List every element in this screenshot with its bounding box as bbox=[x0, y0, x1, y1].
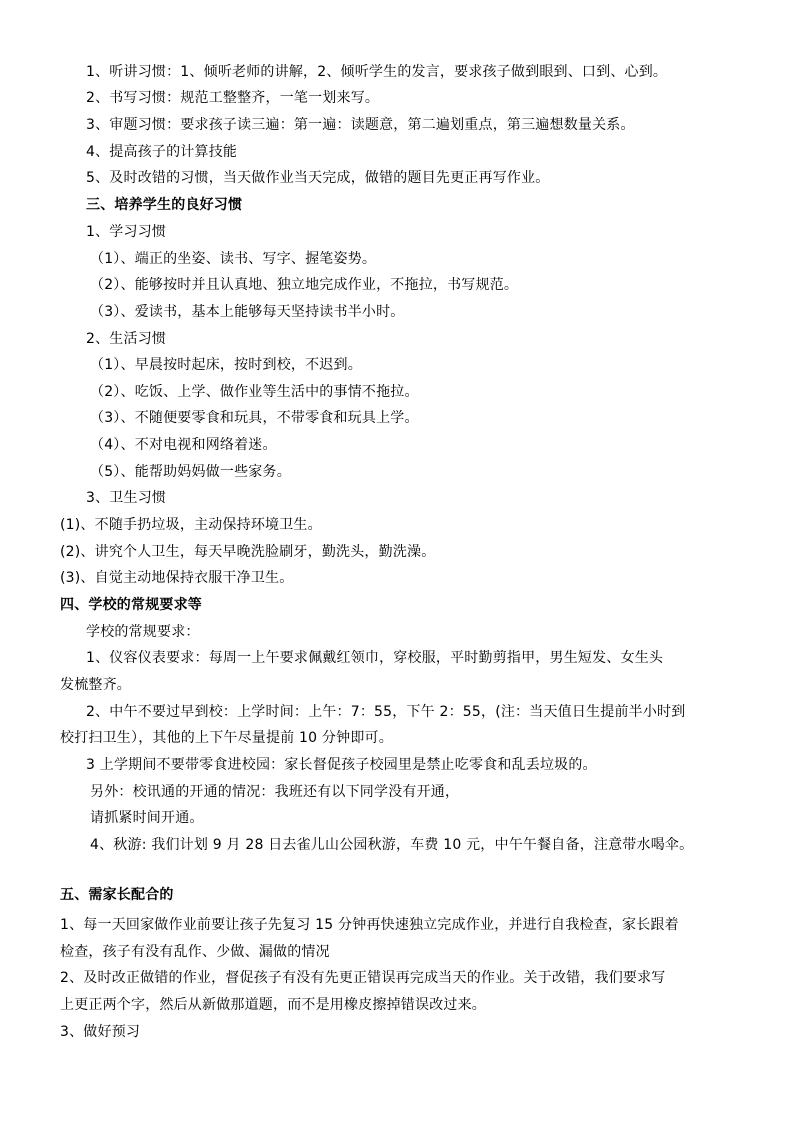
line-study-2: （2）、能够按时并且认真地、独立地完成作业，不拖拉，书写规范。 bbox=[90, 277, 519, 293]
line-school-requirements: 学校的常规要求： bbox=[86, 624, 200, 640]
line-life-5: （5）、能帮助妈妈做一些家务。 bbox=[90, 464, 291, 480]
line-parent-1-cont: 检查，孩子有没有乱作、少做、漏做的情况 bbox=[60, 944, 330, 960]
line-hygiene-2: (2)、讲究个人卫生，每天早晚洗脸刷牙，勤洗头，勤洗澡。 bbox=[60, 544, 436, 560]
section-heading-5: 五、需家长配合的 bbox=[60, 887, 174, 903]
line-study-habits: 1、学习习惯 bbox=[86, 224, 167, 240]
line-no-snacks: 3 上学期间不要带零食进校园：家长督促孩子校园里是禁止吃零食和乱丢垃圾的。 bbox=[86, 757, 597, 773]
line-parent-2-cont: 上更正两个字，然后从新做那道题，而不是用橡皮擦掉错误改过来。 bbox=[60, 997, 486, 1013]
line-correction-habit: 5、及时改错的习惯，当天做作业当天完成，做错的题目先更正再写作业。 bbox=[86, 170, 550, 186]
line-reading-question-habit: 3、审题习惯：要求孩子读三遍：第一遍：读题意，第二遍划重点，第三遍想数量关系。 bbox=[86, 117, 635, 133]
line-writing-habit: 2、书写习惯：规范工整整齐，一笔一划来写。 bbox=[86, 90, 380, 106]
line-study-3: （3）、爱读书，基本上能够每天坚持读书半小时。 bbox=[90, 304, 405, 320]
line-hygiene-habits: 3、卫生习惯 bbox=[86, 490, 167, 506]
line-parent-1: 1、每一天回家做作业前要让孩子先复习 15 分钟再快速独立完成作业，并进行自我检查，家长跟着 bbox=[60, 917, 679, 933]
line-listening-habit: 1、听讲习惯：1、倾听老师的讲解，2、倾听学生的发言，要求孩子做到眼到、口到、心到。 bbox=[86, 64, 668, 80]
line-arrival-time: 2、中午不要过早到校：上学时间：上午：7：55，下午 2：55，(注：当天值日生提前半小时到 bbox=[86, 704, 686, 720]
line-parent-2: 2、及时改正做错的作业，督促孩子有没有先更正错误再完成当天的作业。关于改错，我们要求写 bbox=[60, 970, 666, 986]
line-hygiene-3: (3)、自觉主动地保持衣服干净卫生。 bbox=[60, 570, 294, 586]
line-life-2: （2）、吃饭、上学、做作业等生活中的事情不拖拉。 bbox=[90, 384, 419, 400]
line-autumn-trip: 4、秋游: 我们计划 9 月 28 日去雀儿山公园秋游，车费 10 元，中午午餐自备，注意带水喝伞。 bbox=[90, 837, 694, 853]
line-hygiene-1: (1)、不随手扔垃圾，主动保持环境卫生。 bbox=[60, 517, 322, 533]
line-arrival-time-cont: 校打扫卫生），其他的上下午尽量提前 10 分钟即可。 bbox=[60, 730, 393, 746]
line-xiaoxuntong-cont: 请抓紧时间开通。 bbox=[90, 810, 204, 826]
line-appearance-requirement: 1、仪容仪表要求：每周一上午要求佩戴红领巾，穿校服，平时勤剪指甲，男生短发、女生头 bbox=[86, 650, 664, 666]
line-xiaoxuntong: 另外：校讯通的开通的情况：我班还有以下同学没有开通， bbox=[90, 784, 460, 800]
line-appearance-requirement-cont: 发梳整齐。 bbox=[60, 677, 131, 693]
line-life-1: （1）、早晨按时起床，按时到校，不迟到。 bbox=[90, 357, 362, 373]
line-life-3: （3）、不随便要零食和玩具，不带零食和玩具上学。 bbox=[90, 410, 419, 426]
line-life-habits: 2、生活习惯 bbox=[86, 331, 167, 347]
section-heading-4: 四、学校的常规要求等 bbox=[60, 597, 202, 613]
line-life-4: （4）、不对电视和网络着迷。 bbox=[90, 437, 277, 453]
line-calculation-skill: 4、提高孩子的计算技能 bbox=[86, 144, 238, 160]
line-parent-3: 3、做好预习 bbox=[60, 1024, 141, 1040]
line-study-1: （1）、端正的坐姿、读书、写字、握笔姿势。 bbox=[90, 251, 377, 267]
section-heading-3: 三、培养学生的良好习惯 bbox=[86, 197, 243, 213]
